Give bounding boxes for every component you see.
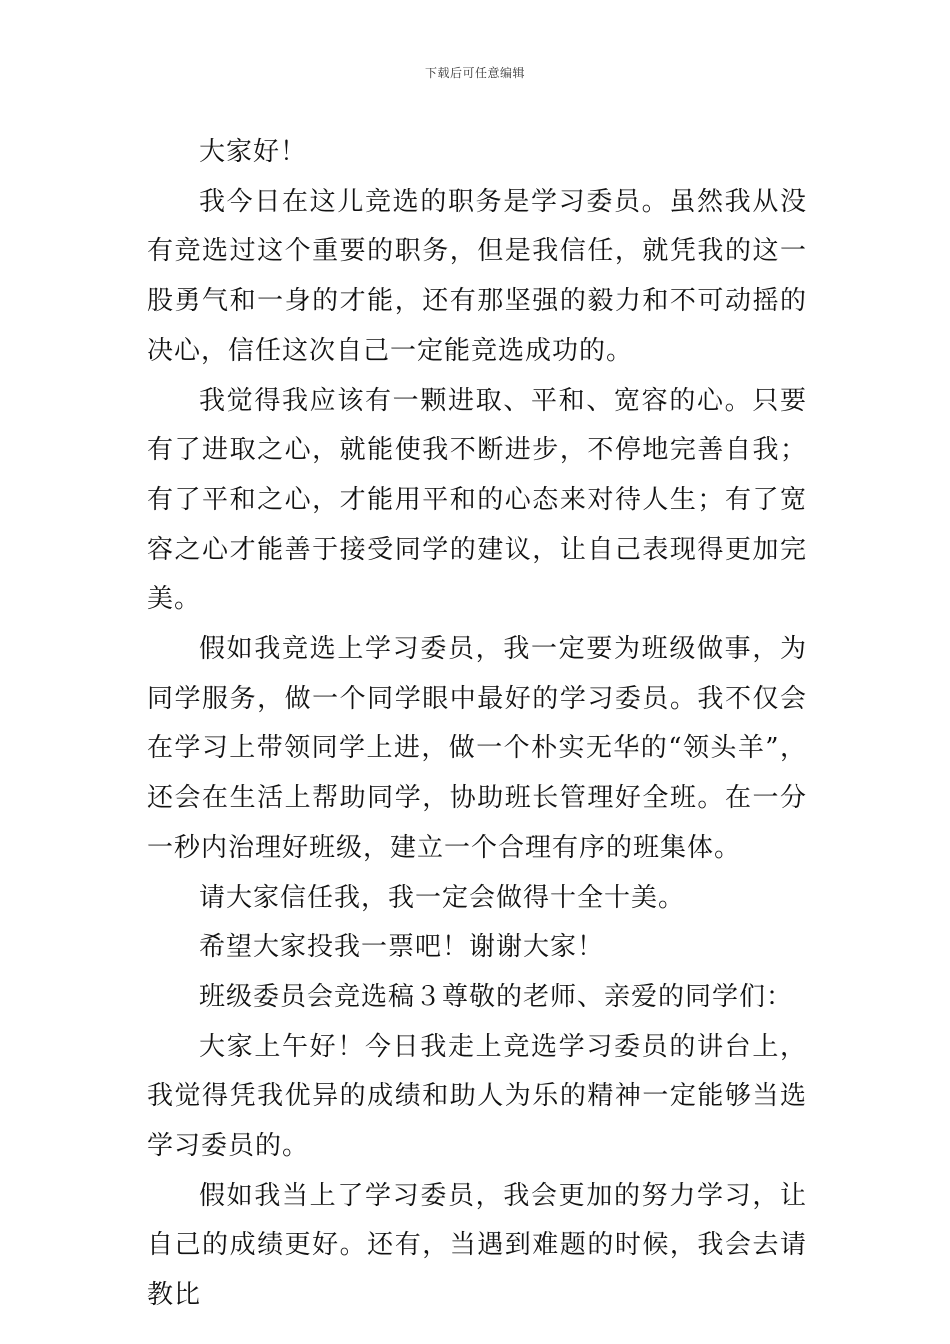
page-header: 下载后可任意编辑 (424, 66, 525, 80)
paragraph-greeting: 大家好！ (199, 137, 308, 167)
paragraph: 假如我当上了学习委员，我会更加的努力学习，让自己的成绩更好。还有，当遇到难题的时候，我会去请教比 (147, 1180, 807, 1311)
paragraph: 希望大家投我一票吧！谢谢大家！ (199, 932, 605, 963)
paragraph: 大家上午好！今日我走上竞选学习委员的讲台上，我觉得凭我优异的成绩和助人为乐的精神一定能够当选学习委员的。 (147, 1031, 807, 1162)
paragraph-section-heading: 班级委员会竞选稿３尊敬的老师、亲爱的同学们： (199, 981, 794, 1012)
paragraph: 我今日在这儿竞选的职务是学习委员。虽然我从没有竞选过这个重要的职务，但是我信任，就凭我的这一股勇气和一身的才能，还有那坚强的毅力和不可动摇的决心，信任这次自己一定能竞选成功的。 (147, 186, 807, 366)
paragraph: 假如我竞选上学习委员，我一定要为班级做事，为同学服务，做一个同学眼中最好的学习委员。我不仅会在学习上带领同学上进，做一个朴实无华的“领头羊”，还会在生活上帮助同学，协助班长管理好全班。在一分一秒内治理好班级，建立一个合理有序的班集体。 (147, 634, 807, 863)
paragraph: 请大家信任我，我一定会做得十全十美。 (199, 882, 686, 913)
document-body (147, 128, 807, 1321)
paragraph: 我觉得我应该有一颗进取、平和、宽容的心。只要有了进取之心，就能使我不断进步，不停地完善自我；有了平和之心，才能用平和的心态来对待人生；有了宽容之心才能善于接受同学的建议，让自己表现得更加完美。 (147, 385, 807, 615)
